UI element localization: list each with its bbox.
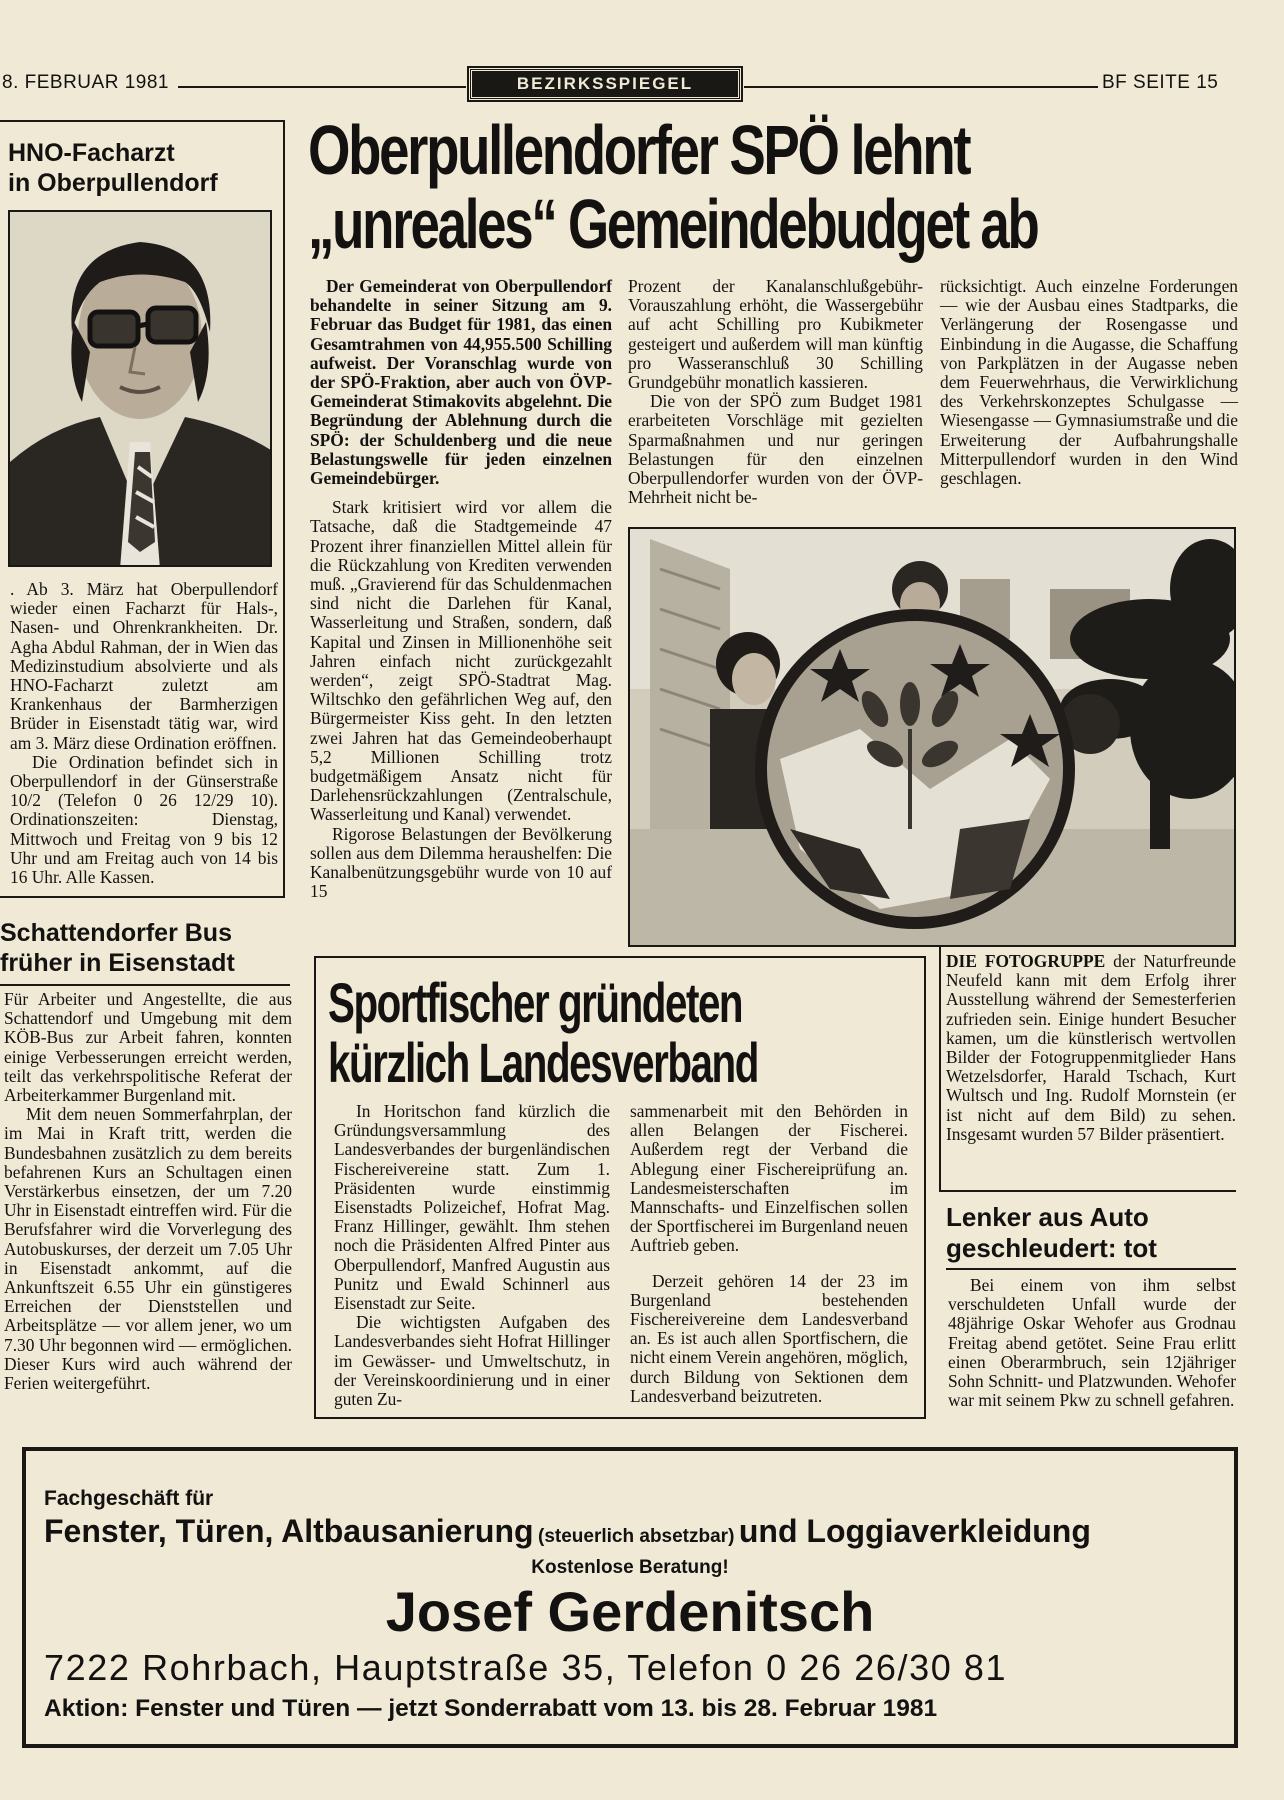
portrait-image [10,212,272,567]
header-date: 8. FEBRUAR 1981 [2,72,169,93]
spoe-headline [308,111,1228,264]
spoe-headline-line2: „unreales“ Gemeindebudget ab [308,185,1038,263]
photo-caption: DIE FOTOGRUPPE der Naturfreunde Neufeld kann mit dem Erfolg ihrer Ausstellung während der Semesterferien zufrieden sein. Einige hundert Besucher kamen, um die künstlerisch wertvollen Bilder der Fotogruppenmitglieder Hans Wetzelsdorfer, Harald Tschach, Kurt Wultsch und Ing. Rudolf Mornstein (er ist nicht auf dem Bild) zu sehen. Insgesamt wurden 57 Bilder präsentiert. [946,951,1236,1144]
fish-headline-line1: Sportfischer gründeten [328,971,743,1034]
bus-body: Für Arbeiter und Angestellte, die aus Schattendorf und Umgebung mit dem KÖB-Bus zur Arbeit fahren, konnten einige Verbesserungen erreicht werden, teilt das verkehrspolitische Referat der Arbeiterkammer Burgenland mit. Mit dem neuen Sommerfahrplan, der im Mai in Kraft tritt, werden die Bundesbahnen zusätzlich zu dem bereits befahrenen Kurs an Schultagen einen Verstärkerbus einsetzen, der um 7.20 Uhr in Eisenstadt eintreffen wird. Für die Berufsfahrer wird die Vorverlegung des Autobuskurses, der derzeit um 7.05 Uhr in Eisenstadt ankommt, auf die Ankunftszeit 6.55 Uhr ein günstigeres Erreichen der Dienststellen und Arbeitsplätze — vor allem jener, wo um 7.30 Uhr begonnen wird — ermöglichen. Dieser Kurs wird auch während der Ferien weitergeführt. [4,989,292,1394]
ad-box [22,1447,1238,1748]
crash-title: Lenker aus Auto geschleudert: tot [946,1202,1157,1263]
bus-title: Schattendorfer Bus früher in Eisenstadt [0,919,235,977]
spoe-lead: Der Gemeinderat von Oberpullendorf behandelte in seiner Sitzung am 9. Februar das Budget für 1981, das einen Gesamtrahmen von 44,955.500 Schilling aufweist. Der Voranschlag wurde von der SPÖ-Fraktion, aber auch von ÖVP-Gemeinderat Stimakovits abgelehnt. Die Begründung der Ablehnung durch die SPÖ: der Schuldenberg und die neue Belastungswelle für jeden einzelnen Gemeindebürger. [310,276,612,489]
spoe-col3: rücksichtigt. Auch einzelne Forderungen — wie der Ausbau eines Stadtparks, die Verlängerung der Rosengasse und Einbindung in die Augasse, die Schaffung von Parkplätzen in der Augasse neben dem Feuerwehrhaus, die Verwirklichung des Verkehrskonzeptes Schulgasse — Wiesengasse — Gymnasiumstraße und die Erweiterung der Aufbahrungshalle Mitterpullendorf wurden in den Wind geschlagen. [940,276,1238,489]
spoe-headline-line1: Oberpullendorfer SPÖ lehnt [308,111,970,189]
section-label-text: BEZIRKSSPIEGEL [516,74,694,93]
section-label [469,68,741,100]
header-rule-right [744,86,1098,88]
spoe-col1: Der Gemeinderat von Oberpullendorf behandelte in seiner Sitzung am 9. Februar das Budget für 1981, das einen Gesamtrahmen von 44,955.500 Schilling aufweist. Der Voranschlag wurde von der SPÖ-Fraktion, aber auch von ÖVP-Gemeinderat Stimakovits abgelehnt. Die Begründung der Ablehnung durch die SPÖ: der Schuldenberg und die neue Belastungswelle für jeden einzelnen Gemeindebürger. Stark kritisiert wird vor allem die Tatsache, daß die Stadtgemeinde 47 Prozent ihrer finanziellen Mittel allein für die Rückzahlung von Krediten verwenden muß. „Gravierend für das Schuldenmachen sind nicht die Darlehen für Kanal, Wasserleitung und Straßen, sondern, daß Kapital und Zinsen in Millionenhöhe seit Jahren einfach nicht zurückgezahlt werden“, zeigt SPÖ-Stadtrat Mag. Wiltschko den gefährlichen Weg auf, den Bürgermeister Kiss geht. In den letzten zwei Jahren hat das Gemeindeoberhaupt 5,2 Millionen Schilling trotz budgetmäßigem Ansatz nicht für Darlehensrückzahlungen (Zentralschule, Wasserleitung und Kanal) verwendet. Rigorose Belastungen der Bevölkerung sollen aus dem Dilemma heraushelfen: Die Kanalbenützungsgebühr wurde von 10 auf 15 [310,276,612,902]
doctor-body: . Ab 3. März hat Oberpullendorf wieder einen Facharzt für Hals-, Nasen- und Ohrenkrankheiten. Dr. Agha Abdul Rahman, der in Wien das Medizinstudium absolvierte und als HNO-Facharzt zuletzt am Krankenhaus der Barmherzigen Brüder in Eisenstadt tätig war, wird am 3. März diese Ordination eröffnen. Die Ordination befindet sich in Oberpullendorf in der Günserstraße 10/2 (Telefon 0 26 12/29 10). Ordinationszeiten: Dienstag, Mittwoch und Freitag von 9 bis 12 Uhr und am Freitag auch von 14 bis 16 Uhr. Alle Kassen. [10,579,278,888]
fotogruppe-photo [628,527,1236,947]
ad-kicker: Fachgeschäft für [44,1487,214,1510]
caption-rule [939,1190,1236,1192]
ad-line-a: Fenster, Türen, Altbausanierung (steuerlich absetzbar) und Loggiaverkleidung [44,1513,1091,1549]
ad-name: Josef Gerdenitsch [385,1580,875,1643]
header-rule-left [178,86,466,88]
crash-rule [946,1268,1236,1270]
photo-image [630,529,1236,947]
doctor-title: HNO-Facharzt in Oberpullendorf [8,139,218,197]
photo-caption-lead: DIE FOTOGRUPPE [946,951,1106,971]
header-page: BF SEITE 15 [1102,72,1219,93]
fish-headline-line2: kürzlich Landesverband [328,1031,758,1094]
ad-address: 7222 Rohrbach, Hauptstraße 35, Telefon 0 26 26/30 81 [44,1647,1008,1688]
fish-col1: In Horitschon fand kürzlich die Gründungsversammlung des Landesverbandes der burgenländischen Fischereivereine statt. Zum 1. Präsidenten wurde einstimmig Eisenstadts Polizeichef, Hofrat Mag. Franz Hillinger, gewählt. Ihm stehen noch die Präsidenten Alfred Pinter aus Oberpullendorf, Manfred Augustin aus Punitz und Ewald Schinnerl aus Eisenstadt zur Seite. Die wichtigsten Aufgaben des Landesverbandes sieht Hofrat Hillinger im Gewässer- und Umweltschutz, in der Vereinskoordinierung und in einer guten Zu- [334,1101,610,1410]
doctor-portrait [8,210,272,567]
fish-box [314,956,926,1419]
doctor-box [0,120,285,898]
ad-promo: Aktion: Fenster und Türen — jetzt Sonderrabatt vom 13. bis 28. Februar 1981 [44,1695,938,1722]
bus-rule [0,984,290,986]
spoe-col2: Prozent der Kanalanschlußgebühr-Vorauszahlung erhöht, die Wassergebühr auf acht Schilling pro Kubikmeter gesteigert und außerdem will man künftig pro Wasseranschluß 30 Schilling Grundgebühr monatlich kassieren. Die von der SPÖ zum Budget 1981 erarbeiteten Vorschläge mit gezielten Sparmaßnahmen und nur geringen Belastungen für den einzelnen Oberpullendorfer wurden von der ÖVP-Mehrheit nicht be- [628,276,923,508]
crash-body: Bei einem von ihm selbst verschuldeten Unfall wurde der 48jährige Oskar Wehofer aus Grodnau Freitag abend getötet. Seine Frau erlitt einen Oberarmbruch, sein 12jähriger Sohn Schnitt- und Platzwunden. Wehofer war mit seinem Pkw zu schnell gefahren. [948,1275,1236,1411]
ad-sub: Kostenlose Beratung! [531,1557,729,1578]
fish-col2: sammenarbeit mit den Behörden in allen Belangen der Fischerei. Außerdem regt der Verband die Ablegung einer Fischereiprüfung an. Landesmeisterschaften im Mannschafts- und Einzelfischen sollen der Sportfischerei im Burgenland neuen Auftrieb geben. Derzeit gehören 14 der 23 im Burgenland bestehenden Fischereivereine dem Landesverband an. Es ist auch allen Sportfischern, die nicht einem Verein angehören, möglich, durch Bildung von Sektionen dem Landesverband beizutreten. [630,1101,908,1406]
